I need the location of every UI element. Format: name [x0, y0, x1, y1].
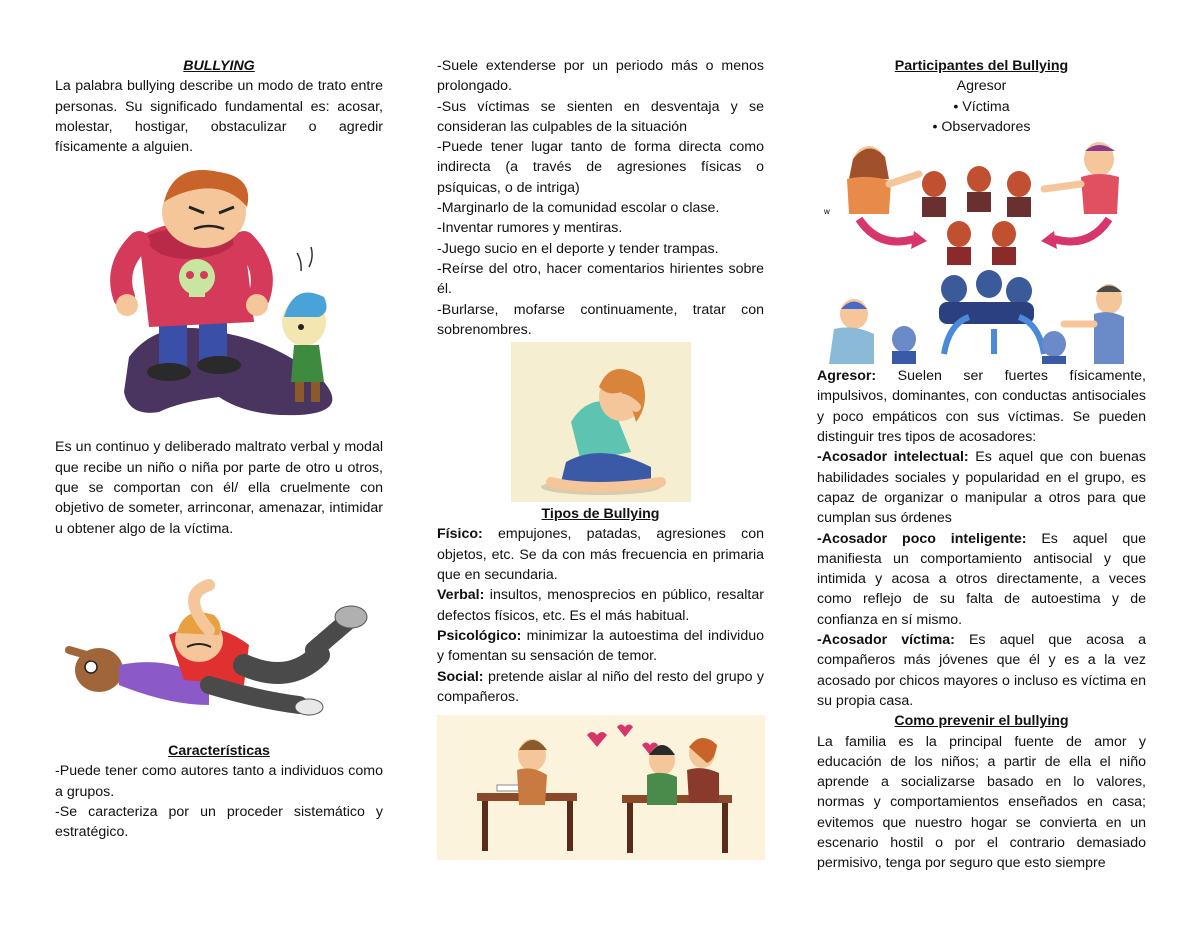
page-title: BULLYING — [183, 58, 255, 74]
bully-type-item — [817, 447, 1146, 528]
role-item: • Observadores — [932, 118, 1031, 135]
characteristic-item: -Burlarse, mofarse continuamente, tratar con sobrenombres. — [437, 301, 764, 338]
type-text: minimizar la autoestima del individuo y fomentan su sensación de temor. — [437, 627, 764, 665]
type-item — [437, 626, 764, 667]
types-heading: Tipos de Bullying — [541, 506, 660, 523]
type-item — [437, 585, 764, 626]
column-3 — [817, 56, 1146, 874]
column-1 — [55, 56, 383, 842]
characteristics-heading: Características — [168, 742, 270, 759]
participants-illustration — [819, 139, 1145, 364]
column-2 — [437, 56, 764, 860]
type-text: empujones, patadas, agresiones con objetos, etc. Se da con más frecuencia en primaria que en secundaria. — [437, 526, 764, 584]
prevent-heading: Como prevenir el bullying — [894, 713, 1069, 730]
bully-type-text: Es aquel que acosa a compañeros más jóvenes que él y es a la vez acosado por chicos mayores o incluso es víctima en su propia casa. — [817, 632, 1146, 709]
type-text: pretende aislar al niño del resto del grupo y compañeros. — [437, 668, 764, 705]
characteristic-item: -Sus víctimas se sienten en desventaja y se consideran las culpables de la situación — [437, 98, 764, 135]
characteristic-item: -Marginarlo de la comunidad escolar o clase. — [437, 200, 720, 217]
svg-text:w: w — [823, 207, 830, 217]
characteristic-item: -Puede tener como autores tanto a individuos como a grupos. — [55, 763, 383, 800]
participants-heading: Participantes del Bullying — [894, 58, 1069, 74]
type-label: Psicológico: — [437, 627, 522, 644]
bully-type-label: -Acosador víctima: — [817, 632, 955, 649]
prevent-paragraph: La familia es la principal fuente de amor y educación de los niños; a partir de ella el niño aprende a socializarse basado en lo valores, normas y comportamientos enseñados en casa; evitemos que nuestro hogar se convierta en un escenario hostil o por el contrario demasiado permisivo, tenga por seguro que esto siempre — [817, 733, 1146, 872]
bully-type-item — [817, 529, 1146, 630]
bully-type-label: -Acosador poco inteligente: — [817, 530, 1027, 547]
characteristic-item: -Reírse del otro, hacer comentarios hirientes sobre él. — [437, 260, 764, 298]
type-label: Social: — [437, 668, 484, 685]
role-item: • Víctima — [953, 98, 1010, 115]
type-item — [437, 667, 764, 708]
aggressor-paragraph — [817, 366, 1146, 447]
characteristic-item: -Se caracteriza por un proceder sistemático y estratégico. — [55, 803, 383, 841]
role-item: Agresor — [956, 78, 1007, 95]
aggressor-text: Suelen ser fuertes físicamente, impulsivos, dominantes, con conductas antisociales y poco empáticos con sus víctimas. Se pueden distinguir tres tipos de acosadores: — [817, 368, 1146, 446]
type-text: insultos, menosprecios en público, resaltar defectos físicos, etc. Es el más habitual. — [437, 587, 764, 624]
characteristic-item: -Inventar rumores y mentiras. — [437, 220, 623, 237]
bully-type-label: -Acosador intelectual: — [817, 449, 969, 466]
bully-illustration — [69, 167, 369, 427]
characteristic-item: -Suele extenderse por un periodo más o menos prolongado. — [437, 58, 764, 95]
bully-type-text: Es aquel que manifiesta un comportamiento antisocial y que intimida y acosa a otros directamente, a veces como reflejo de su falta de autoestima y de confianza en sí mismo. — [817, 530, 1146, 628]
intro-paragraph: La palabra bullying describe un modo de trato entre personas. Su significado fundamental es: acosar, molestar, hostigar, obstaculizar o agredir físicamente a alguien. — [55, 78, 383, 156]
type-label: Físico: — [437, 526, 483, 543]
bully-type-text: Es aquel que con buenas habilidades sociales y popularidad en el grupo, es capaz de organizar o manipular a otros para que cumplan sus órdenes — [817, 449, 1146, 527]
classroom-illustration — [437, 715, 765, 860]
type-item — [437, 524, 764, 585]
aggressor-label: Agresor: — [817, 368, 877, 385]
fight-illustration — [59, 575, 379, 725]
type-label: Verbal: — [437, 587, 485, 604]
definition-paragraph: Es un continuo y deliberado maltrato verbal y modal que recibe un niño o niña por parte de otro u otros, que se comportan con él/ ella cruelmente con objetivo de someter, arrinconar, amenazar, intimidar u obtener algo de la víctima. — [55, 439, 383, 537]
characteristic-item: -Puede tener lugar tanto de forma directa como indirecta (a través de agresiones físicas o psíquicas, o de intriga) — [437, 139, 764, 196]
crying-girl-illustration — [511, 342, 691, 502]
characteristic-item: -Juego sucio en el deporte y tender trampas. — [437, 240, 719, 257]
bully-type-item — [817, 630, 1146, 711]
